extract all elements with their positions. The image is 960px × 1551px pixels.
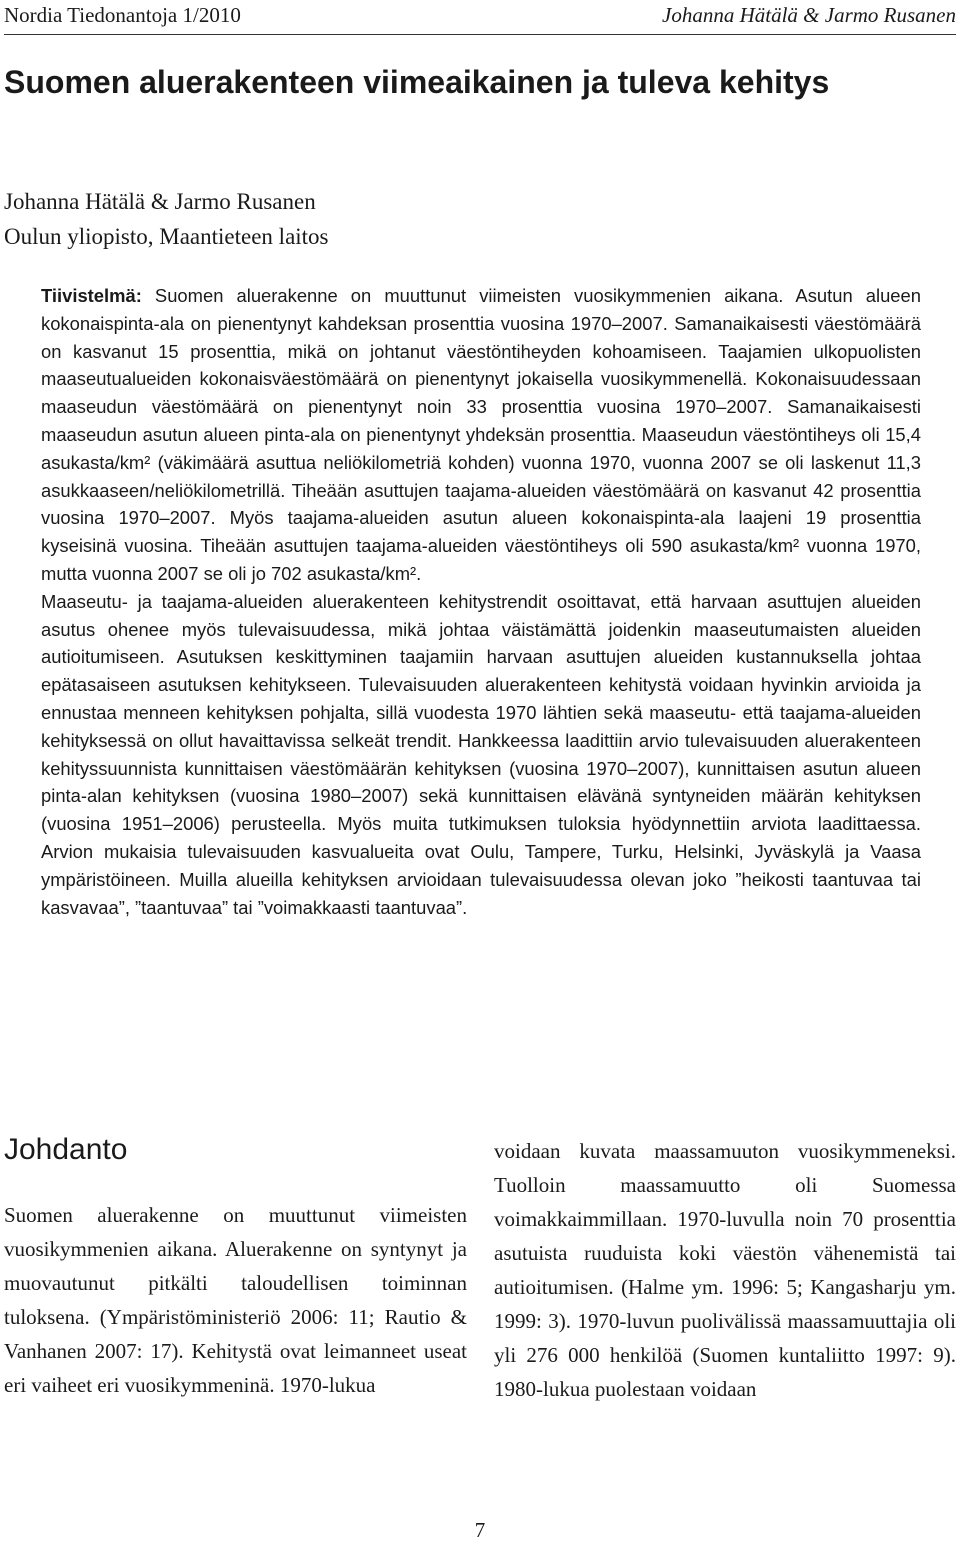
article-title: Suomen aluerakenteen viimeaikainen ja tuleva kehitys xyxy=(4,64,830,100)
abstract-paragraph-2: Maaseutu- ja taajama-alueiden aluerakenteen kehitystrendit osoittavat, että harvaan asuttujen alueiden asutus ohenee myös tulevaisuudessa, mikä johtaa väistämättä joidenkin maaseutumaisten alueiden autioitumiseen. Asutuksen keskittyminen taajamiin harvaan asuttujen alueiden kustannuksella johtaa epätasaiseen asutuksen kehitykseen. Tulevaisuuden aluerakenteen kehitystä voidaan hyvinkin arvioida ja ennustaa menneen kehityksen pohjalta, sillä vuodesta 1970 lähtien sekä maaseutu- että taajama-alueiden kehityksessä on ollut havaittavissa selkeät trendit. Hankkeessa laadittiin arvio tulevaisuuden aluerakenteen kehityssuunnista kunnittaisen väestömäärän kehityksen (vuosina 1970–2007), kunnittaisen asutun alueen pinta-alan kehityksen (vuosina 1980–2007) sekä kunnittaisen elävänä syntyneiden määrän kehityksen (vuosina 1951–2006) perusteella. Myös muita tutkimuksen tuloksia hyödynnettiin arviota laadittaessa. Arvion mukaisia tulevaisuuden kasvualueita ovat Oulu, Tampere, Turku, Helsinki, Jyväskylä ja Vaasa ympäristöineen. Muilla alueilla kehityksen arvioidaan tulevaisuudessa olevan joko ”heikosti taantuvaa tai kasvavaa”, ”taantuvaa” tai ”voimakkaasti taantuvaa”. xyxy=(41,590,921,918)
running-header xyxy=(4,0,956,35)
author-names: Johanna Hätälä & Jarmo Rusanen xyxy=(4,189,316,214)
author-affiliation: Oulun yliopisto, Maantieteen laitos xyxy=(4,224,329,249)
page-number: 7 xyxy=(474,1518,486,1542)
author-block xyxy=(4,184,704,254)
left-column xyxy=(4,1128,467,1402)
abstract-text-1: Suomen aluerakenne on muuttunut viimeisten vuosikymmenien aikana. Asutun alueen kokonaispinta-ala on pienentynyt kahdeksan prosenttia vuosina 1970–2007. Samanaikaisesti väestömäärä on kasvanut 15 prosenttia, mikä on johtanut väestöntiheyden kohoamiseen. Taajamien ulkopuolisten maaseutualueiden kokonaisväestömäärä on pienentynyt jokaisella vuosikymmenellä. Kokonaisuudessaan maaseudun väestömäärä on pienentynyt noin 33 prosenttia vuosina 1970–2007. Samanaikaisesti maaseudun asutun alueen pinta-ala on pienentynyt yhdeksän prosenttia. Maaseudun väestöntiheys oli 15,4 asukasta/km² (väkimäärä asuttua neliökilometriä kohden) vuonna 1970, vuonna 2007 se oli laskenut 11,3 asukkaaseen/neliökilometrillä. Tiheään asuttujen taajama-alueiden väestömäärä on kasvanut 42 prosenttia vuosina 1970–2007. Myös taajama-alueiden asutun alueen kokonaispinta-ala laajeni 19 prosenttia kyseisinä vuosina. Tiheään asuttujen taajama-alueiden väestöntiheys oli 590 asukasta/km² vuonna 1970, mutta vuonna 2007 se oli jo 702 asukasta/km². xyxy=(41,285,921,584)
section-heading-introduction: Johdanto xyxy=(4,1133,128,1166)
abstract-label: Tiivistelmä: xyxy=(41,285,142,306)
running-authors: Johanna Hätälä & Jarmo Rusanen xyxy=(662,3,956,27)
introduction-text-right: voidaan kuvata maassamuuton vuosikymmeneksi. Tuolloin maassamuutto oli Suomessa voimakkaimmillaan. 1970-luvulla noin 70 prosenttia asutuista ruuduista koki väestön vähenemistä tai autioitumisen. (Halme ym. 1996: 5; Kangasharju ym. 1999: 3). 1970-luvun puolivälissä maassamuuttajia oli yli 276 000 henkilöä (Suomen kuntaliitto 1997: 9). 1980-lukua puolestaan voidaan xyxy=(494,1139,956,1401)
abstract-paragraph-1 xyxy=(41,282,921,588)
introduction-text-left: Suomen aluerakenne on muuttunut viimeisten vuosikymmenien aikana. Aluerakenne on syntynyt ja muovautunut pitkälti taloudellisen toiminnan tuloksena. (Ympäristöministeriö 2006: 11; Rautio & Vanhanen 2007: 17). Kehitystä ovat leimanneet useat eri vaiheet eri vuosikymmeninä. 1970-lukua xyxy=(4,1203,467,1397)
right-column xyxy=(494,1134,956,1406)
journal-name: Nordia Tiedonantoja 1/2010 xyxy=(4,3,241,27)
abstract xyxy=(41,282,921,921)
